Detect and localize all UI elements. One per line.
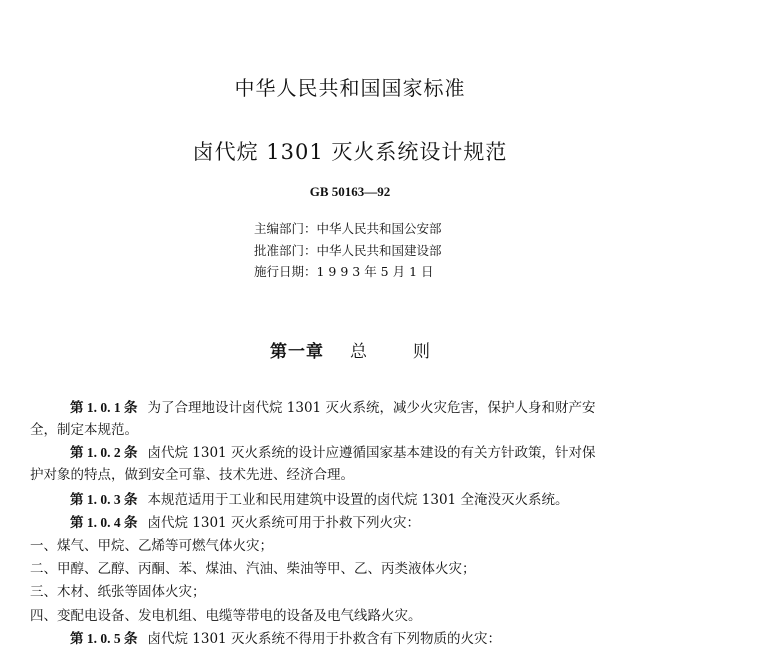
clause-1-0-1-line-2: 全，制定本规范。 <box>30 422 138 438</box>
chapter-title-char-2: 则 <box>413 342 430 362</box>
approving-department: 批准部门：中华人民共和国建设部 <box>254 243 442 258</box>
clause-1-0-5 <box>30 628 670 650</box>
clause-label: 第 1. 0. 1 条 <box>70 400 138 415</box>
effective-date: 施行日期：1 9 9 3 年 5 月 1 日 <box>254 264 434 279</box>
clause-text: 卤代烷 1301 灭火系统不得用于扑救含有下列物质的火灾： <box>147 631 501 647</box>
clause-1-0-2-line-2: 护对象的特点，做到安全可靠、技术先进、经济合理。 <box>30 467 354 483</box>
clause-label: 第 1. 0. 4 条 <box>70 515 138 530</box>
clause-label: 第 1. 0. 2 条 <box>70 445 138 460</box>
clause-1-0-4-item-1: 一、煤气、甲烷、乙烯等可燃气体火灾； <box>30 538 273 554</box>
clause-label: 第 1. 0. 5 条 <box>70 631 138 646</box>
clause-1-0-1-line-1 <box>30 397 670 419</box>
standard-type-heading: 中华人民共和国国家标准 <box>234 76 466 100</box>
clause-text: 卤代烷 1301 灭火系统可用于扑救下列火灾： <box>147 515 420 531</box>
clause-1-0-4-item-3: 三、木材、纸张等固体火灾； <box>30 584 206 600</box>
clause-text: 卤代烷 1301 灭火系统的设计应遵循国家基本建设的有关方针政策，针对保 <box>147 445 596 461</box>
clause-1-0-4-item-4: 四、变配电设备、发电机组、电缆等带电的设备及电气线路火灾。 <box>30 608 422 624</box>
clause-text: 本规范适用于工业和民用建筑中设置的卤代烷 1301 全淹没灭火系统。 <box>147 492 569 508</box>
editing-department: 主编部门：中华人民共和国公安部 <box>254 221 442 236</box>
chapter-number: 第一章 <box>270 342 324 362</box>
chapter-heading <box>0 337 700 362</box>
chapter-title-char-1: 总 <box>350 342 367 362</box>
clause-1-0-2-line-1 <box>30 442 670 464</box>
document-title: 卤代烷 1301 灭火系统设计规范 <box>192 140 508 164</box>
clause-label: 第 1. 0. 3 条 <box>70 492 138 507</box>
clause-1-0-3 <box>30 489 670 511</box>
clause-1-0-4-item-2: 二、甲醇、乙醇、丙酮、苯、煤油、汽油、柴油等甲、乙、丙类液体火灾； <box>30 561 476 577</box>
clause-text: 为了合理地设计卤代烷 1301 灭火系统，减少火灾危害，保护人身和财产安 <box>147 400 596 416</box>
clause-1-0-4 <box>30 512 670 534</box>
standard-code: GB 50163—92 <box>309 184 391 199</box>
